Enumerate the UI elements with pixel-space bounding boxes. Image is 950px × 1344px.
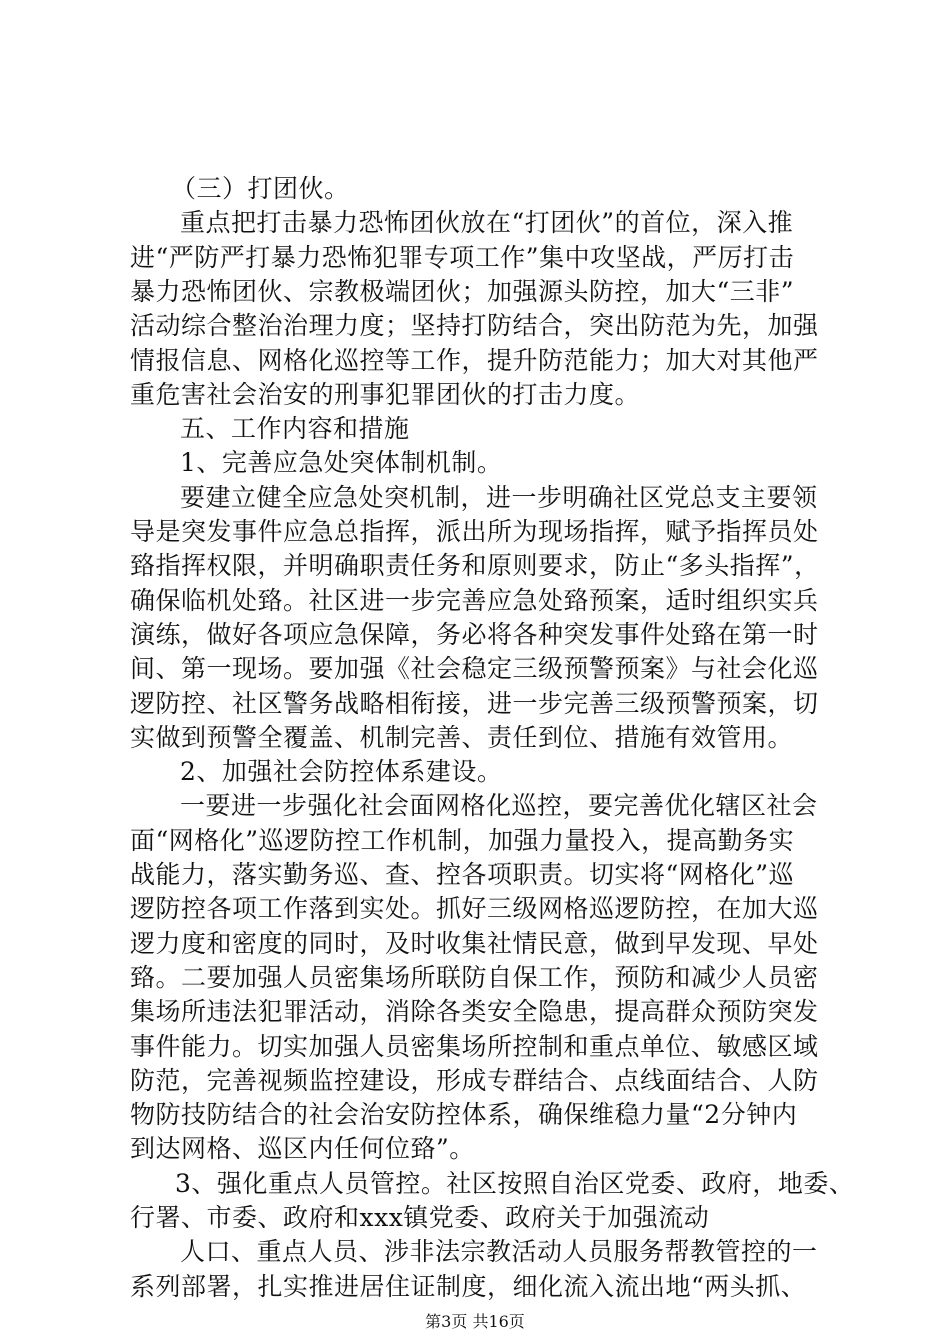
text-line: （三）打团伙。 <box>171 174 350 203</box>
text-line: 臵。二要加强人员密集场所联防自保工作，预防和减少人员密 <box>130 963 819 992</box>
text-line: 3、强化重点人员管控。社区按照自治区党委、政府，地委、 <box>175 1169 855 1198</box>
text-line: 重危害社会治安的刑事犯罪团伙的打击力度。 <box>130 380 641 409</box>
text-line: 暴力恐怖团伙、宗教极端团伙；加强源头防控，加大“三非” <box>130 277 795 306</box>
text-line: 集场所违法犯罪活动，消除各类安全隐患，提高群众预防突发 <box>130 997 819 1026</box>
text-line: 逻防控、社区警务战略相衔接，进一步完善三级预警预案，切 <box>130 689 819 718</box>
text-line: 实做到预警全覆盖、机制完善、责任到位、措施有效管用。 <box>130 723 794 752</box>
text-line: 战能力，落实勤务巡、查、控各项职责。切实将“网格化”巡 <box>130 860 795 889</box>
text-line: 行署、市委、政府和xxx镇党委、政府关于加强流动 <box>130 1203 710 1232</box>
text-line: 导是突发事件应急总指挥，派出所为现场指挥，赋予指挥员处 <box>130 517 819 546</box>
text-line: 面“网格化”巡逻防控工作机制，加强力量投入，提高勤务实 <box>130 826 795 855</box>
text-line: 逻防控各项工作落到实处。抓好三级网格巡逻防控，在加大巡 <box>130 894 819 923</box>
text-line: 要建立健全应急处突机制，进一步明确社区党总支主要领 <box>180 483 818 512</box>
text-line: 人口、重点人员、涉非法宗教活动人员服务帮教管控的一 <box>180 1237 818 1266</box>
text-line: 防范，完善视频监控建设，形成专群结合、点线面结合、人防 <box>130 1066 819 1095</box>
text-line: 1、完善应急处突体制机制。 <box>180 448 503 477</box>
text-line: 物防技防结合的社会治安防控体系，确保维稳力量“2分钟内 <box>130 1100 798 1129</box>
text-line: 间、第一现场。要加强《社会稳定三级预警预案》与社会化巡 <box>130 654 819 683</box>
text-line: 2、加强社会防控体系建设。 <box>180 757 503 786</box>
text-line: 确保临机处臵。社区进一步完善应急处臵预案，适时组织实兵 <box>130 586 819 615</box>
text-line: 逻力度和密度的同时，及时收集社情民意，做到早发现、早处 <box>130 929 819 958</box>
text-line: 五、工作内容和措施 <box>180 414 410 443</box>
text-line: 活动综合整治治理力度；坚持打防结合，突出防范为先，加强 <box>130 311 819 340</box>
text-line: 事件能力。切实加强人员密集场所控制和重点单位、敏感区域 <box>130 1032 819 1061</box>
text-line: 臵指挥权限，并明确职责任务和原则要求，防止“多头指挥”， <box>130 551 820 580</box>
text-line: 重点把打击暴力恐怖团伙放在“打团伙”的首位，深入推 <box>180 208 794 237</box>
text-line: 演练，做好各项应急保障，务必将各种突发事件处臵在第一时 <box>130 620 819 649</box>
text-line: 情报信息、网格化巡控等工作，提升防范能力；加大对其他严 <box>130 346 819 375</box>
text-line: 系列部署，扎实推进居住证制度，细化流入流出地“两头抓、 <box>130 1272 807 1301</box>
text-line: 到达网格、巡区内任何位臵”。 <box>130 1134 475 1163</box>
text-line: 一要进一步强化社会面网格化巡控，要完善优化辖区社会 <box>180 791 818 820</box>
text-line: 进“严防严打暴力恐怖犯罪专项工作”集中攻坚战，严厉打击 <box>130 243 795 272</box>
page-footer: 第3页 共16页 <box>425 1312 525 1331</box>
